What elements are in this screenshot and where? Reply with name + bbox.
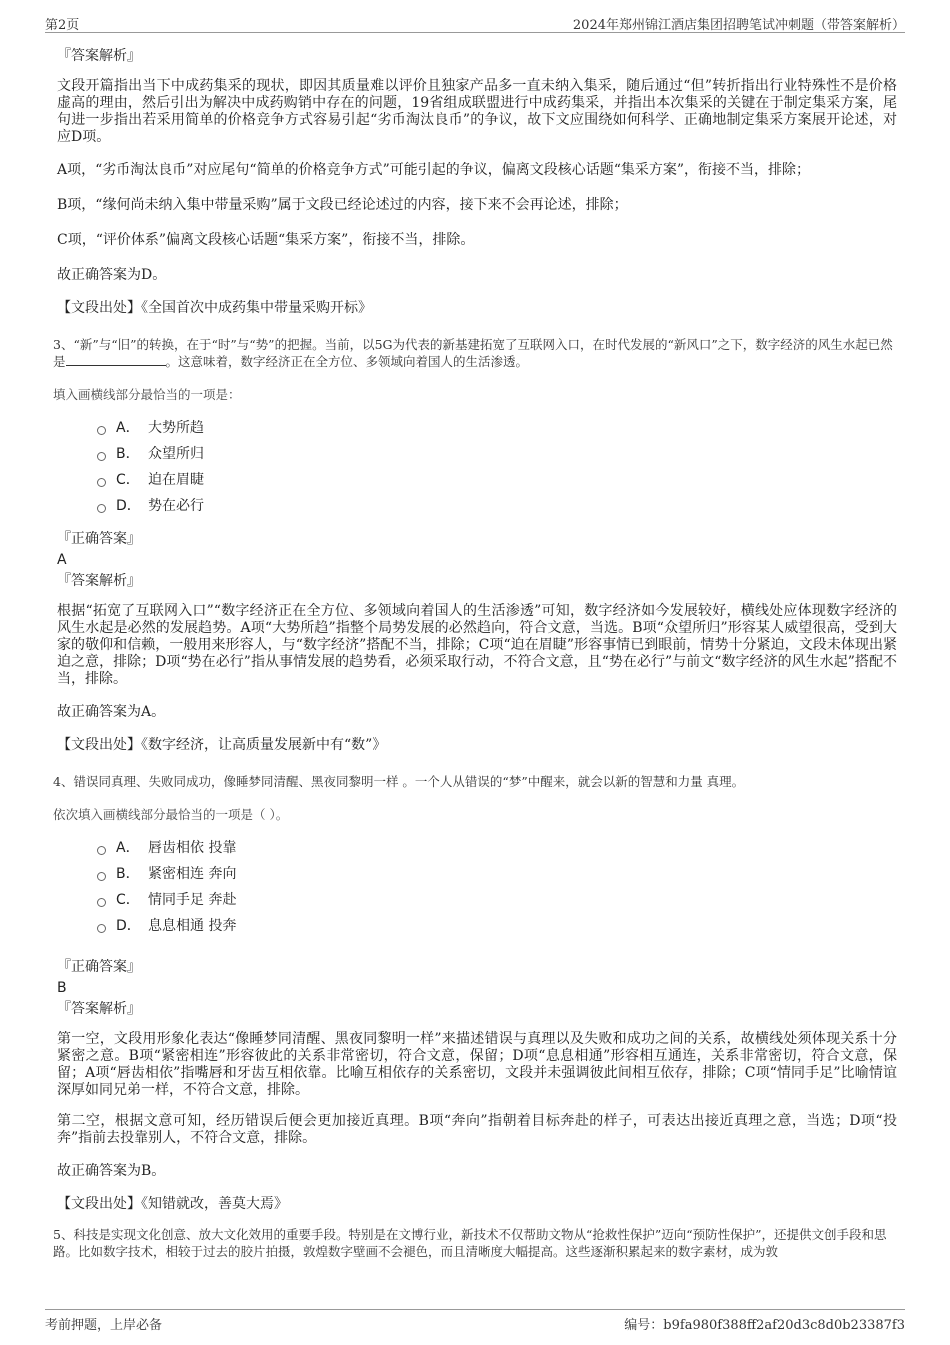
- q4-conclusion: 故正确答案为B。: [57, 1163, 166, 1179]
- q4-analysis-p1: 第一空，文段用形象化表达“像睡梦同清醒、黑夜同黎明一样”来描述错误与真理以及失败和成功之间的关系，故横线处须体现关系十分紧密之意。B项“紧密相连”形容彼此的关系非常密切，符合文意，保留；D项“息息相通”形容相互通连，关系非常密切，符合文意，保留；A项“唇齿相依”指嘴唇和牙齿互相依靠。比喻互相依存的关系密切，文段并未强调彼此间相互依存，排除；C项“情同手足”比喻情谊深厚如同兄弟一样，不符合文意，排除。: [57, 1031, 897, 1098]
- q4-analysis-p2: 第二空，根据文意可知，经历错误后便会更加接近真理。B项“奔向”指朝着目标奔赴的样子，可表达出接近真理之意，当选；D项“投奔”指前去投靠别人，不符合文意，排除。: [57, 1113, 897, 1146]
- q5-stem: 5、科技是实现文化创意、放大文化效用的重要手段。特别是在文博行业，新技术不仅帮助文物从“抢救性保护”迈向“预防性保护”，还提供文创手段和思路。比如数字技术，相较于过去的胶片拍摄，敦煌数字壁画不会褪色，而且清晰度大幅提高。这些逐渐积累起来的数字素材，成为敦: [53, 1227, 887, 1259]
- q3-source: 【文段出处】《数字经济，让高质量发展新中有“数”》: [57, 737, 387, 753]
- q2-source: 【文段出处】《全国首次中成药集中带量采购开标》: [57, 300, 372, 316]
- q3-correct-title: 『正确答案』: [57, 531, 141, 547]
- q4-options: [97, 835, 897, 939]
- q3-stem: [53, 336, 897, 370]
- radio-icon[interactable]: [97, 846, 106, 855]
- q2-analysis-p2: A项，“劣币淘汰良币”对应尾句“简单的价格竞争方式”可能引起的争议，偏离文段核心话题“集采方案”，衔接不当，排除；: [57, 162, 811, 178]
- radio-icon[interactable]: [97, 872, 106, 881]
- q4-option-b[interactable]: B． 紧密相连 奔向: [97, 861, 897, 887]
- q2-analysis-title: 『答案解析』: [57, 48, 141, 64]
- q3-options: [97, 415, 897, 519]
- q4-option-c[interactable]: C． 情同手足 奔赴: [97, 887, 897, 913]
- page-number: 第2页: [45, 18, 80, 33]
- q3-answer: A: [57, 552, 67, 568]
- radio-icon[interactable]: [97, 426, 106, 435]
- radio-icon[interactable]: [97, 452, 106, 461]
- q3-prompt: 填入画横线部分最恰当的一项是：: [53, 387, 241, 402]
- document-id: 编号：b9fa980f388ff2af20d3c8d0b23387f3: [624, 1318, 905, 1333]
- q4-analysis-title: 『答案解析』: [57, 1001, 141, 1017]
- q4-option-d[interactable]: D． 息息相通 投奔: [97, 913, 897, 939]
- q4-answer: B: [57, 980, 67, 996]
- document-title: 2024年郑州锦江酒店集团招聘笔试冲刺题（带答案解析）: [572, 18, 905, 33]
- q2-conclusion: 故正确答案为D。: [57, 267, 167, 283]
- q4-option-a[interactable]: A． 唇齿相依 投靠: [97, 835, 897, 861]
- q4-source: 【文段出处】《知错就改，善莫大焉》: [57, 1196, 288, 1212]
- q3-analysis-title: 『答案解析』: [57, 573, 141, 589]
- q3-option-d[interactable]: D． 势在必行: [97, 493, 897, 519]
- q2-analysis-p4: C项，“评价体系”偏离文段核心话题“集采方案”，衔接不当，排除。: [57, 232, 475, 248]
- q2-analysis-p3: B项，“缘何尚未纳入集中带量采购”属于文段已经论述过的内容，接下来不会再论述，排除；: [57, 197, 628, 213]
- footer-slogan: 考前押题，上岸必备: [45, 1318, 163, 1333]
- page-footer: [45, 1309, 905, 1334]
- q3-option-a[interactable]: A． 大势所趋: [97, 415, 897, 441]
- q3-stem-before: 3、“新”与“旧”的转换，在于“时”与“势”的把握。当前，以5G为代表的新基建拓宽了互联网入口，在时代发展的“新风口”之下，数字经济的风生水起已然是: [53, 337, 893, 369]
- q4-prompt: 依次填入画横线部分最恰当的一项是（ ）。: [53, 807, 289, 822]
- q3-option-c[interactable]: C． 迫在眉睫: [97, 467, 897, 493]
- radio-icon[interactable]: [97, 504, 106, 513]
- radio-icon[interactable]: [97, 924, 106, 933]
- radio-icon[interactable]: [97, 898, 106, 907]
- q2-analysis-p1: 文段开篇指出当下中成药集采的现状，即因其质量难以评价且独家产品多一直未纳入集采，随后通过“但”转折指出行业特殊性不是价格虚高的理由，然后引出为解决中成药购销中存在的问题，19省组成联盟进行中成药集采，并指出本次集采的关键在于制定集采方案，尾句进一步指出若采用简单的价格竞争方式容易引起“劣币淘汰良币”的争议，故下文应围绕如何科学、正确地制定集采方案展开论述，对应D项。: [57, 78, 897, 145]
- page-header: [45, 12, 905, 33]
- page-content: [53, 46, 897, 1260]
- q4-correct-title: 『正确答案』: [57, 959, 141, 975]
- q3-blank: [66, 353, 166, 366]
- q3-conclusion: 故正确答案为A。: [57, 704, 166, 720]
- q3-stem-after: 。这意味着，数字经济正在全方位、多领域向着国人的生活渗透。: [165, 354, 529, 369]
- radio-icon[interactable]: [97, 478, 106, 487]
- q3-option-b[interactable]: B． 众望所归: [97, 441, 897, 467]
- q3-analysis-p1: 根据“拓宽了互联网入口”“数字经济正在全方位、多领域向着国人的生活渗透”可知，数字经济如今发展较好，横线处应体现数字经济的风生水起是必然的发展趋势。A项“大势所趋”指整个局势发展的必然趋向，符合文意，当选。B项“众望所归”形容某人威望很高，受到大家的敬仰和信赖，一般用来形容人，与“数字经济”搭配不当，排除；C项“迫在眉睫”形容事情已到眼前，情势十分紧迫，文段未体现出紧迫之意，排除；D项“势在必行”指从事情发展的趋势看，必须采取行动，不符合文意，且“势在必行”与前文“数字经济的风生水起”搭配不当，排除。: [57, 603, 897, 687]
- q4-stem: 4、错误同真理、失败同成功，像睡梦同清醒、黑夜同黎明一样 。一个人从错误的“梦”中醒来，就会以新的智慧和力量 真理。: [53, 774, 745, 789]
